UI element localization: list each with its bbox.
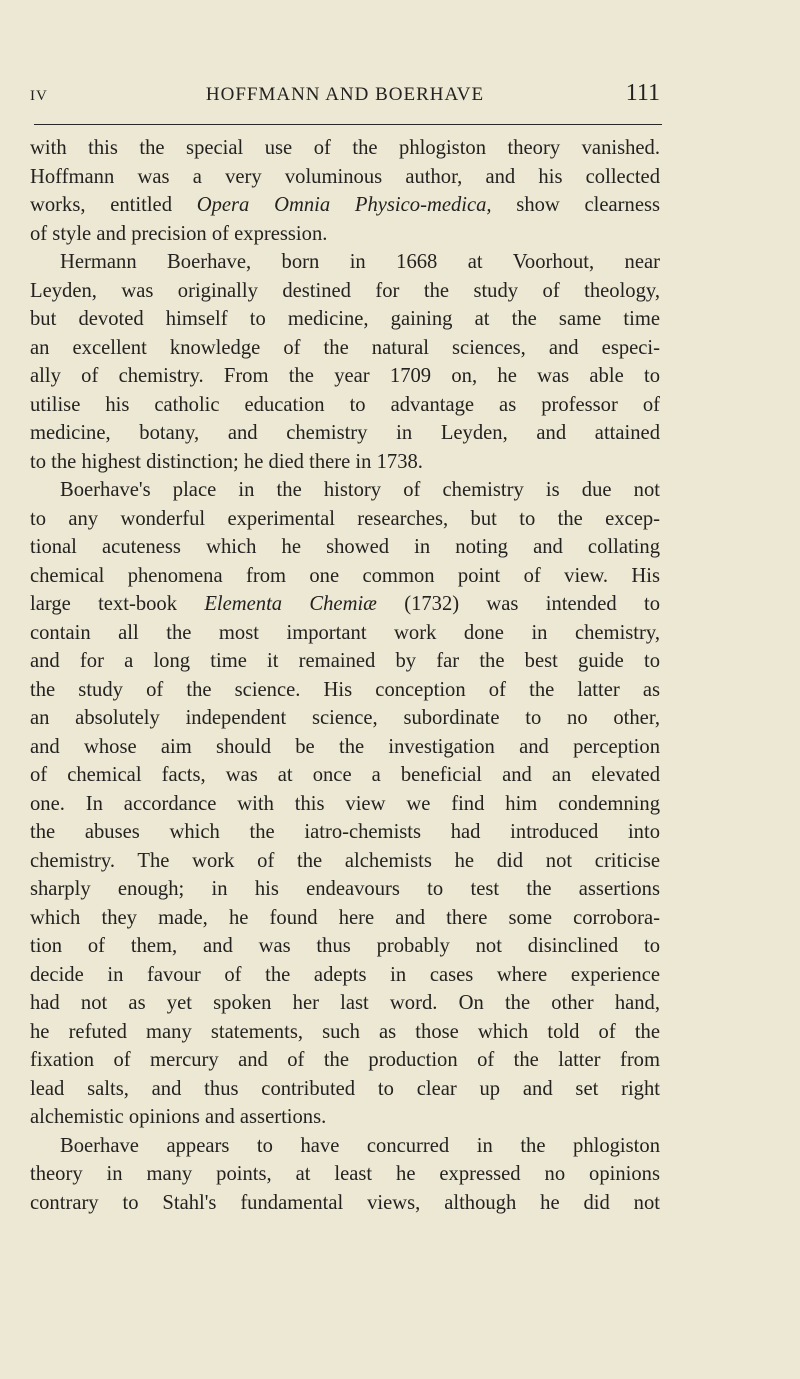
- page-number: 111: [625, 80, 660, 106]
- text-line: [30, 334, 660, 363]
- text-line: [30, 704, 660, 733]
- text-line: [30, 790, 660, 819]
- running-head: [30, 70, 660, 110]
- text-line: [30, 1103, 660, 1132]
- text-segment: he refuted many statements, such as those which told of the: [30, 1020, 660, 1043]
- running-title: HOFFMANN AND BOERHAVE: [205, 84, 485, 105]
- text-line: [30, 989, 660, 1018]
- text-line: [30, 761, 660, 790]
- text-segment: to the highest distinction; he died there in 1738.: [30, 450, 423, 473]
- text-segment: and whose aim should be the investigation and perception: [30, 735, 660, 758]
- text-line: [30, 505, 660, 534]
- text-segment: the abuses which the iatro-chemists had introduced into: [30, 821, 660, 843]
- text-line: [30, 818, 660, 847]
- text-segment: of chemical facts, was at once a beneficial and an elevated: [30, 764, 660, 786]
- text-line: [30, 220, 660, 249]
- text-segment: Leyden, was originally destined for the study of theology,: [30, 279, 660, 302]
- text-line: [30, 1132, 660, 1161]
- text-line: [30, 733, 660, 762]
- text-line: [30, 1160, 660, 1189]
- text-segment: sharply enough; in his endeavours to test the assertions: [30, 878, 660, 900]
- text-segment: Hermann Boerhave, born in 1668 at Voorhout, near: [60, 251, 660, 273]
- text-line: [30, 163, 660, 192]
- text-line: [30, 448, 660, 477]
- body-text: [30, 134, 660, 1217]
- text-segment: lead salts, and thus contributed to clear up and set right: [30, 1077, 660, 1100]
- text-segment: of style and precision of expression.: [30, 222, 328, 245]
- text-line: [30, 134, 660, 163]
- text-segment: chemical phenomena from one common point of view. His: [30, 564, 660, 587]
- text-segment: an absolutely independent science, subordinate to no other,: [30, 707, 660, 729]
- text-segment: utilise his catholic education to advantage as professor of: [30, 393, 660, 416]
- text-line: [30, 647, 660, 676]
- text-segment: the study of the science. His conception of the latter as: [30, 678, 660, 701]
- text-line: [30, 1018, 660, 1047]
- italic-title: Opera Omnia Physico-medica,: [196, 194, 492, 216]
- text-segment: show clearness: [491, 194, 660, 216]
- text-segment: large text-book: [30, 593, 205, 615]
- text-line: [30, 533, 660, 562]
- text-line: [30, 904, 660, 933]
- text-segment: contrary to Stahl's fundamental views, although he did not: [30, 1191, 660, 1214]
- text-line: [30, 932, 660, 961]
- text-segment: alchemistic opinions and assertions.: [30, 1106, 327, 1128]
- text-line: [30, 248, 660, 277]
- text-segment: contain all the most important work done in chemistry,: [30, 621, 660, 644]
- text-line: [30, 362, 660, 391]
- text-segment: decide in favour of the adepts in cases where experience: [30, 963, 660, 986]
- text-segment: with this the special use of the phlogiston theory vanished.: [30, 137, 660, 159]
- header-rule: [34, 124, 662, 125]
- text-segment: had not as yet spoken her last word. On the other hand,: [30, 992, 660, 1014]
- text-line: [30, 676, 660, 705]
- text-line: [30, 191, 660, 220]
- text-segment: medicine, botany, and chemistry in Leyden, and attained: [30, 422, 660, 444]
- text-line: [30, 277, 660, 306]
- text-segment: an excellent knowledge of the natural sciences, and especi-: [30, 336, 660, 359]
- text-line: [30, 847, 660, 876]
- text-line: [30, 419, 660, 448]
- text-segment: Boerhave's place in the history of chemistry is due not: [60, 479, 660, 501]
- text-line: [30, 305, 660, 334]
- text-segment: (1732) was intended to: [376, 593, 660, 615]
- text-segment: chemistry. The work of the alchemists he did not criticise: [30, 849, 660, 872]
- text-segment: theory in many points, at least he expressed no opinions: [30, 1163, 660, 1185]
- text-segment: but devoted himself to medicine, gaining at the same time: [30, 308, 660, 330]
- text-segment: fixation of mercury and of the production of the latter from: [30, 1049, 660, 1071]
- text-segment: to any wonderful experimental researches, but to the excep-: [30, 507, 660, 530]
- text-segment: ally of chemistry. From the year 1709 on, he was able to: [30, 365, 660, 387]
- text-segment: tion of them, and was thus probably not disinclined to: [30, 935, 660, 957]
- text-segment: and for a long time it remained by far the best guide to: [30, 650, 660, 672]
- text-segment: Hoffmann was a very voluminous author, and his collected: [30, 165, 660, 188]
- text-line: [30, 1189, 660, 1218]
- text-line: [30, 875, 660, 904]
- text-line: [30, 1046, 660, 1075]
- text-line: [30, 562, 660, 591]
- text-line: [30, 590, 660, 619]
- text-segment: one. In accordance with this view we find him condemning: [30, 792, 660, 815]
- text-line: [30, 476, 660, 505]
- text-line: [30, 1075, 660, 1104]
- text-line: [30, 961, 660, 990]
- text-line: [30, 391, 660, 420]
- chapter-number: IV: [30, 88, 48, 104]
- text-segment: tional acuteness which he showed in noting and collating: [30, 536, 660, 558]
- text-segment: works, entitled: [30, 194, 197, 216]
- text-segment: which they made, he found here and there some corrobora-: [30, 906, 660, 929]
- italic-title: Elementa Chemiæ: [204, 593, 377, 615]
- text-line: [30, 619, 660, 648]
- text-segment: Boerhave appears to have concurred in the phlogiston: [60, 1134, 660, 1157]
